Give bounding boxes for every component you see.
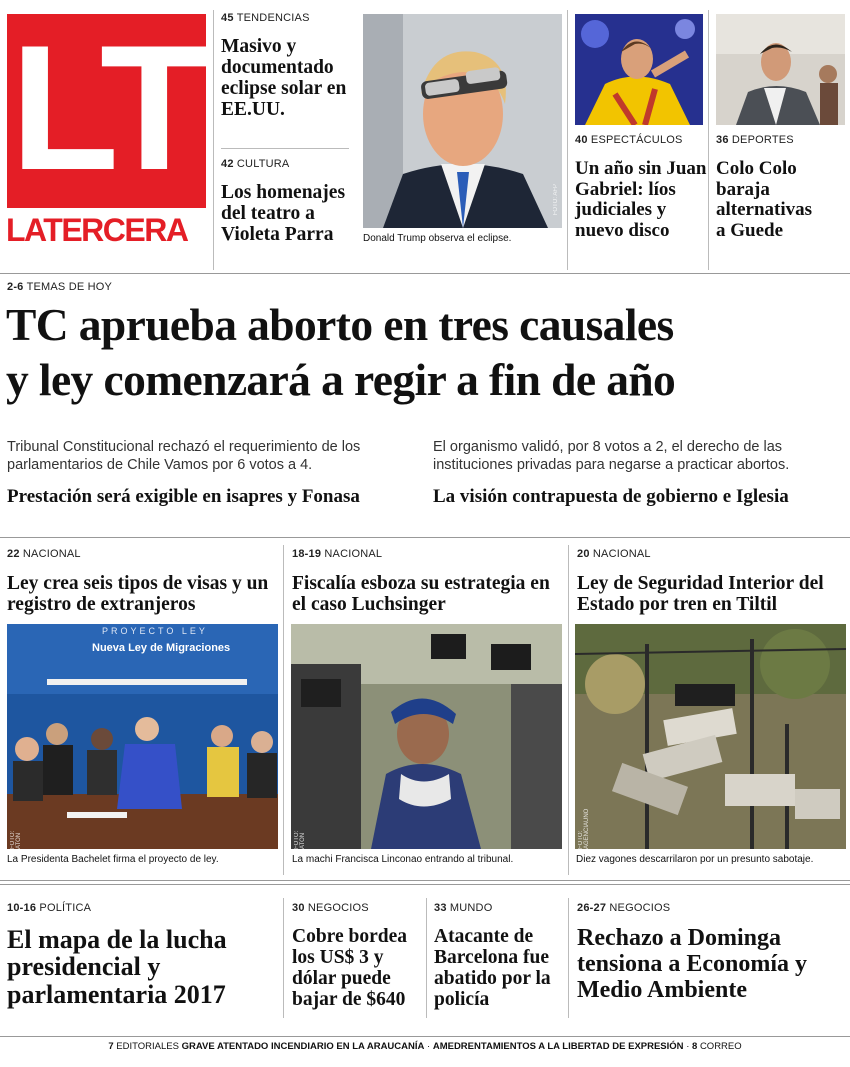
section-label: 26-27 NEGOCIOS [577,902,671,914]
headline-espectaculos[interactable]: Un año sin Juan Gabriel: líos judiciales y nuevo disco [575,158,707,241]
footer-separator: · [427,1041,431,1052]
juan-gabriel-photo[interactable] [575,14,703,125]
footer-item[interactable]: GRAVE ATENTADO INCENDIARIO EN LA ARAUCANÍA [181,1041,425,1052]
photo-caption: La Presidenta Bachelet firma el proyecto de ley. [7,854,219,865]
lead-right-text: El organismo validó, por 8 votos a 2, el derecho de las instituciones privadas para negarse a practicar abortos. [433,439,790,474]
footer-section[interactable]: CORREO [699,1041,742,1052]
photo-caption: Donald Trump observa el eclipse. [363,233,512,244]
linconao-photo[interactable] [291,624,562,849]
section-label: 30 NEGOCIOS [292,902,369,914]
lead-right-subhead[interactable]: La visión contrapuesta de gobierno e Iglesia [433,486,789,507]
section-label: 22 NACIONAL [7,548,81,560]
headline-luchsinger[interactable]: Fiscalía esboza su estrategia en el caso Luchsinger [292,573,550,616]
train-photo[interactable] [575,624,846,849]
section-label: 42 CULTURA [221,158,290,170]
lead-left-text: Tribunal Constitucional rechazó el requerimiento de los parlamentarios de Chile Vamos por 6 votos a 4. [7,439,361,474]
section-label: 18-19 NACIONAL [292,548,383,560]
photo-credit: FOTO: AGENCIAUNO [578,808,590,849]
masthead-logo[interactable] [7,8,206,208]
footer-page: 8 [692,1041,698,1052]
lead-headline-line1[interactable]: TC aprueba aborto en tres causales [6,299,674,350]
footer-section[interactable]: EDITORIALES [116,1041,179,1052]
logo-letters: LT [10,8,203,207]
juan-gabriel-illustration [575,14,703,125]
linconao-illustration [291,624,562,849]
section-label: 40 ESPECTÁCULOS [575,134,683,146]
lead-left-subhead[interactable]: Prestación será exigible en isapres y Fonasa [7,486,360,507]
train-illustration [575,624,846,849]
photo-credit: FOTO: ATON [10,830,22,849]
trump-eclipse-photo[interactable] [363,14,562,228]
headline-cobre[interactable]: Cobre bordea los US$ 3 y dólar puede bajar de $640 [292,926,408,1011]
bachelet-illustration [7,624,278,849]
headline-cultura[interactable]: Los homenajes del teatro a Violeta Parra [221,182,346,246]
photo-banner-top: PROYECTO LEY [102,626,208,636]
headline-tendencias[interactable]: Masivo y documentado eclipse solar en EE.UU. [221,36,347,121]
footer-separator: · [686,1041,690,1052]
deportes-photo[interactable] [716,14,845,125]
section-label: 2-6 TEMAS DE HOY [7,281,113,293]
headline-deportes[interactable]: Colo Colo baraja alternativas a Guede [716,158,813,241]
photo-banner: Nueva Ley de Migraciones [92,642,231,654]
footer-page: 7 [108,1041,114,1052]
headline-migraciones[interactable]: Ley crea seis tipos de visas y un registro de extranjeros [7,573,269,616]
footer-strip [0,1041,850,1052]
section-label: 10-16 POLÍTICA [7,902,92,914]
headline-politica[interactable]: El mapa de la lucha presidencial y parlamentaria 2017 [7,925,227,1009]
photo-caption: La machi Francisca Linconao entrando al tribunal. [292,854,514,865]
lead-headline-line2[interactable]: y ley comenzará a regir a fin de año [6,354,676,405]
photo-caption: Diez vagones descarrilaron por un presunto sabotaje. [576,854,814,865]
coach-illustration [716,14,845,125]
footer-item[interactable]: AMEDRENTAMIENTOS A LA LIBERTAD DE EXPRESIÓN [432,1041,684,1052]
photo-credit: FOTO: AFP [553,184,559,216]
masthead-name: LATERCERA [6,212,188,248]
headline-mundo[interactable]: Atacante de Barcelona fue abatido por la policía [434,926,551,1011]
section-label: 36 DEPORTES [716,134,794,146]
trump-illustration [363,14,562,228]
headline-tiltil[interactable]: Ley de Seguridad Interior del Estado por tren en Tiltil [577,573,824,616]
section-label: 33 MUNDO [434,902,493,914]
headline-dominga[interactable]: Rechazo a Dominga tensiona a Economía y Medio Ambiente [577,925,808,1003]
bachelet-photo[interactable] [7,624,278,849]
photo-credit: FOTO: ATON [294,830,306,849]
section-label: 20 NACIONAL [577,548,651,560]
section-label: 45 TENDENCIAS [221,12,310,24]
